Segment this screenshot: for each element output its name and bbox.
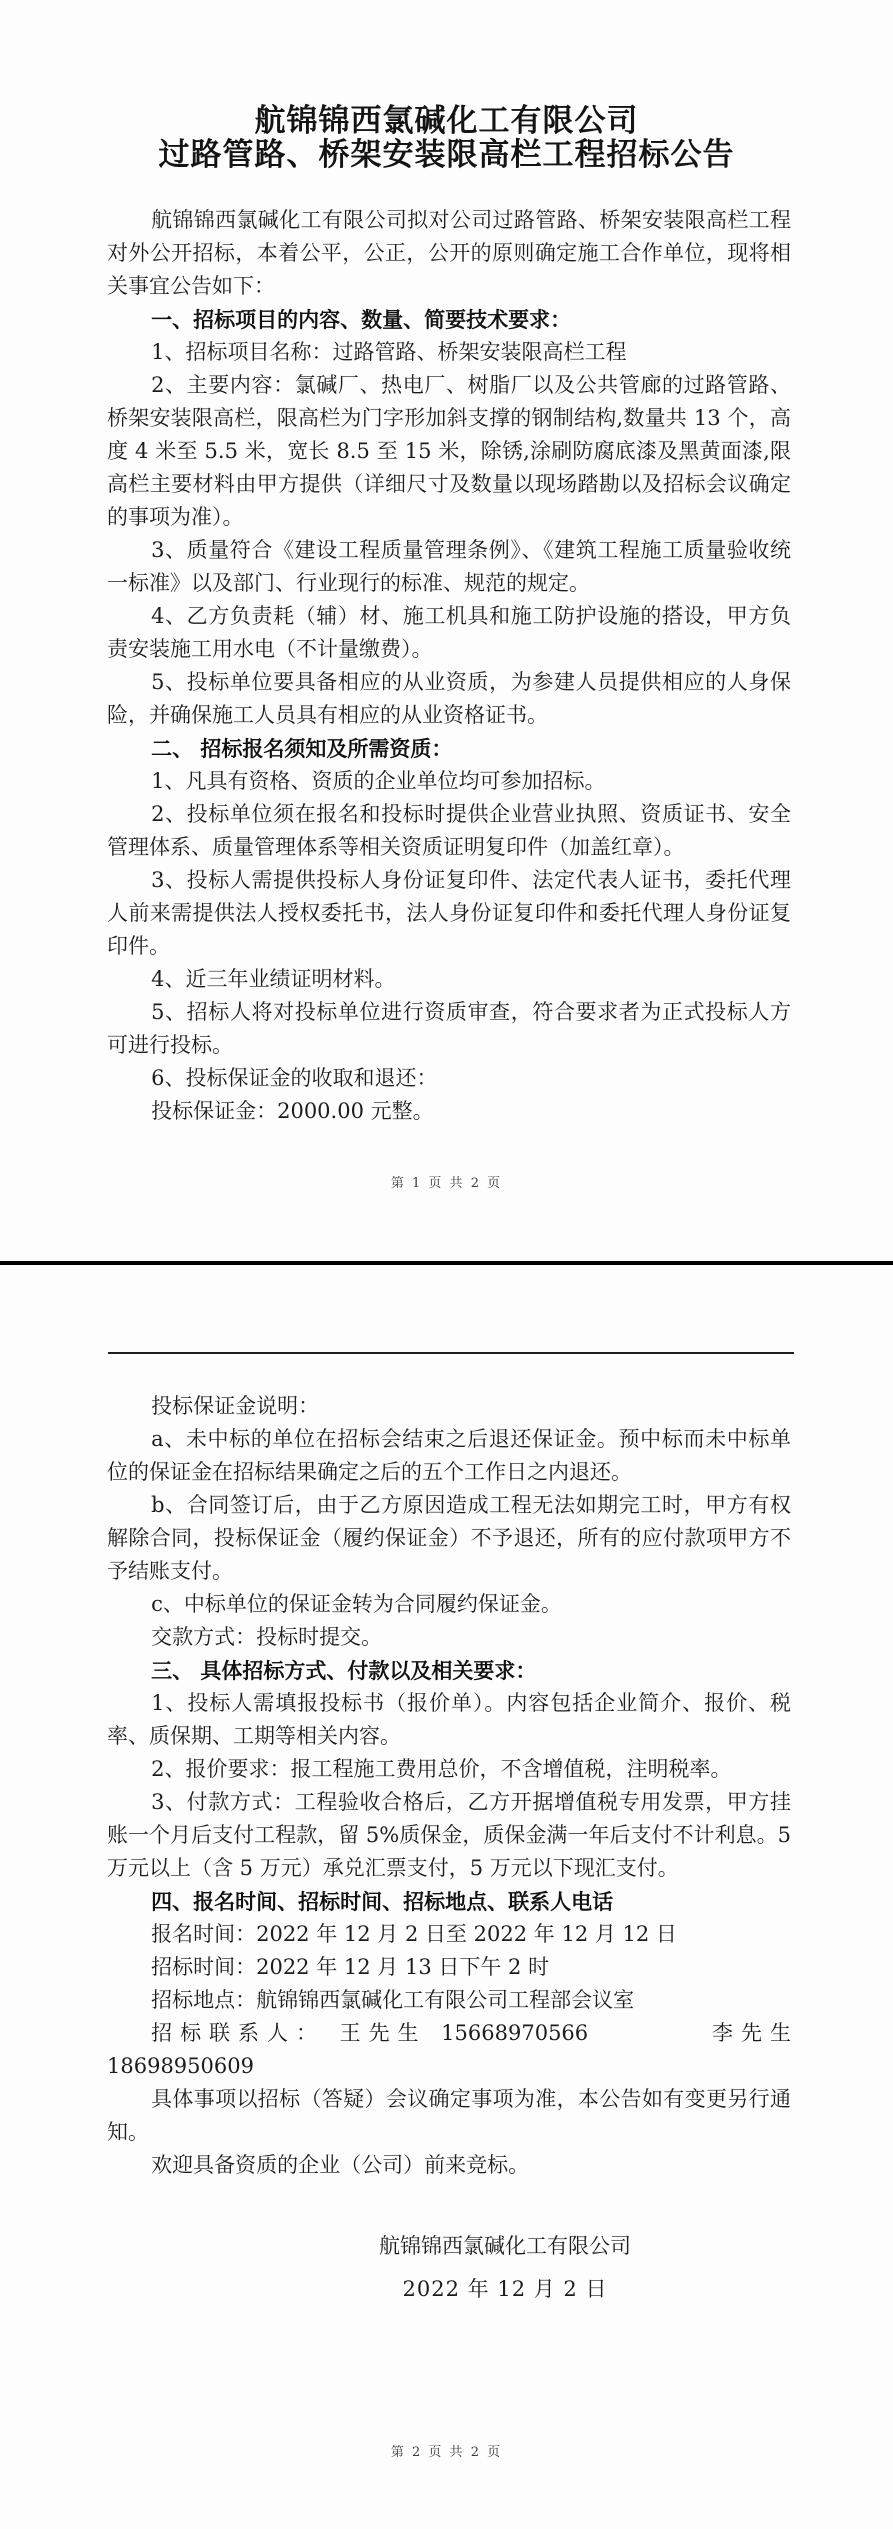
- paragraph: 3、付款方式：工程验收合格后，乙方开据增值税专用发票，甲方挂账一个月后支付工程款，留 5%质保金，质保金满一年后支付不计利息。5 万元以上（含 5 万元）承兑汇票支付，5 万元以下现汇支付。: [107, 1790, 791, 1880]
- page2-header-rule: [108, 1352, 794, 1354]
- paragraph: 1、凡具有资格、资质的企业单位均可参加招标。: [151, 769, 606, 793]
- paragraph: c、中标单位的保证金转为合同履约保证金。: [151, 1592, 562, 1616]
- paragraph: a、未中标的单位在招标会结束之后退还保证金。预中标而未中标单位的保证金在招标结果确定之后的五个工作日之内退还。: [107, 1427, 791, 1484]
- paragraph: 2、报价要求：报工程施工费用总价，不含增值税，注明税率。: [151, 1757, 732, 1781]
- paragraph: 4、乙方负责耗（辅）材、施工机具和施工防护设施的搭设，甲方负责安装施工用水电（不计量缴费）。: [107, 604, 791, 661]
- paragraph: 投标保证金说明：: [151, 1394, 320, 1418]
- paragraph: 交款方式：投标时提交。: [151, 1625, 383, 1649]
- signature-date: 2022 年 12 月 2 日: [402, 2277, 608, 2301]
- section-heading: 三、 具体招标方式、付款以及相关要求：: [151, 1658, 537, 1683]
- paragraph: b、合同签订后，由于乙方原因造成工程无法如期完工时，甲方有权解除合同，投标保证金（履约保证金）不予退还，所有的应付款项甲方不予结账支付。: [107, 1493, 791, 1583]
- page1-footer: 第 1 页 共 2 页: [390, 1176, 503, 1191]
- document-title-project: 过路管路、桥架安装限高栏工程招标公告: [158, 137, 735, 173]
- page2-footer: 第 2 页 共 2 页: [390, 2445, 503, 2460]
- section-heading: 二、 招标报名须知及所需资质：: [151, 736, 453, 761]
- signature-block: [320, 2230, 690, 2306]
- paragraph: 报名时间：2022 年 12 月 2 日至 2022 年 12 月 12 日: [151, 1922, 677, 1946]
- paragraph: 招标联系人： 王先生 15668970566 李先生 18698950609: [107, 2021, 791, 2078]
- page1-body: [107, 204, 791, 1128]
- paragraph: 欢迎具备资质的企业（公司）前来竞标。: [151, 2153, 530, 2177]
- paragraph: 招标地点：航锦锦西氯碱化工有限公司工程部会议室: [151, 1988, 635, 2012]
- paragraph: 1、投标人需填报投标书（报价单）。内容包括企业简介、报价、税率、质保期、工期等相关内容。: [107, 1691, 791, 1748]
- page2-body: [107, 1390, 791, 2182]
- signature-company: 航锦锦西氯碱化工有限公司: [379, 2234, 631, 2258]
- paragraph: 4、近三年业绩证明材料。: [151, 967, 396, 991]
- paragraph: 5、招标人将对投标单位进行资质审查，符合要求者为正式投标人方可进行投标。: [107, 1000, 791, 1057]
- paragraph: 6、投标保证金的收取和退还：: [151, 1066, 438, 1090]
- paragraph: 2、主要内容：氯碱厂、热电厂、树脂厂以及公共管廊的过路管路、桥架安装限高栏，限高栏为门字形加斜支撑的钢制结构,数量共 13 个，高度 4 米至 5.5 米，宽长 8.5 至 15 米，除锈,涂刷防腐底漆及黑黄面漆,限高栏主要材料由甲方提供（详细尺寸及数量以现场踏勘以及招标会议确定的事项为准）。: [107, 373, 791, 529]
- paragraph: 2、投标单位须在报名和投标时提供企业营业执照、资质证书、安全管理体系、质量管理体系等相关资质证明复印件（加盖红章）。: [107, 802, 791, 859]
- paragraph: 1、招标项目名称：过路管路、桥架安装限高栏工程: [151, 340, 627, 364]
- page-separator-line: [0, 1261, 893, 1265]
- paragraph: 5、投标单位要具备相应的从业资质，为参建人员提供相应的人身保险，并确保施工人员具有相应的从业资格证书。: [107, 670, 791, 727]
- section-heading: 四、报名时间、招标时间、招标地点、联系人电话: [151, 1889, 614, 1914]
- paragraph: 招标时间：2022 年 12 月 13 日下午 2 时: [151, 1955, 550, 1979]
- paragraph: 航锦锦西氯碱化工有限公司拟对公司过路管路、桥架安装限高栏工程对外公开招标，本着公平，公正，公开的原则确定施工合作单位，现将相关事宜公告如下：: [107, 208, 791, 298]
- paragraph: 3、投标人需提供投标人身份证复印件、法定代表人证书，委托代理人前来需提供法人授权委托书，法人身份证复印件和委托代理人身份证复印件。: [107, 868, 791, 958]
- paragraph: 投标保证金：2000.00 元整。: [151, 1099, 434, 1123]
- paragraph: 具体事项以招标（答疑）会议确定事项为准，本公告如有变更另行通知。: [107, 2087, 791, 2144]
- paragraph: 3、质量符合《建设工程质量管理条例》、《建筑工程施工质量验收统一标准》以及部门、行业现行的标准、规范的规定。: [107, 538, 791, 595]
- section-heading: 一、招标项目的内容、数量、简要技术要求：: [151, 307, 572, 332]
- page-title: [0, 104, 893, 172]
- document-title-company: 航锦锦西氯碱化工有限公司: [254, 103, 639, 139]
